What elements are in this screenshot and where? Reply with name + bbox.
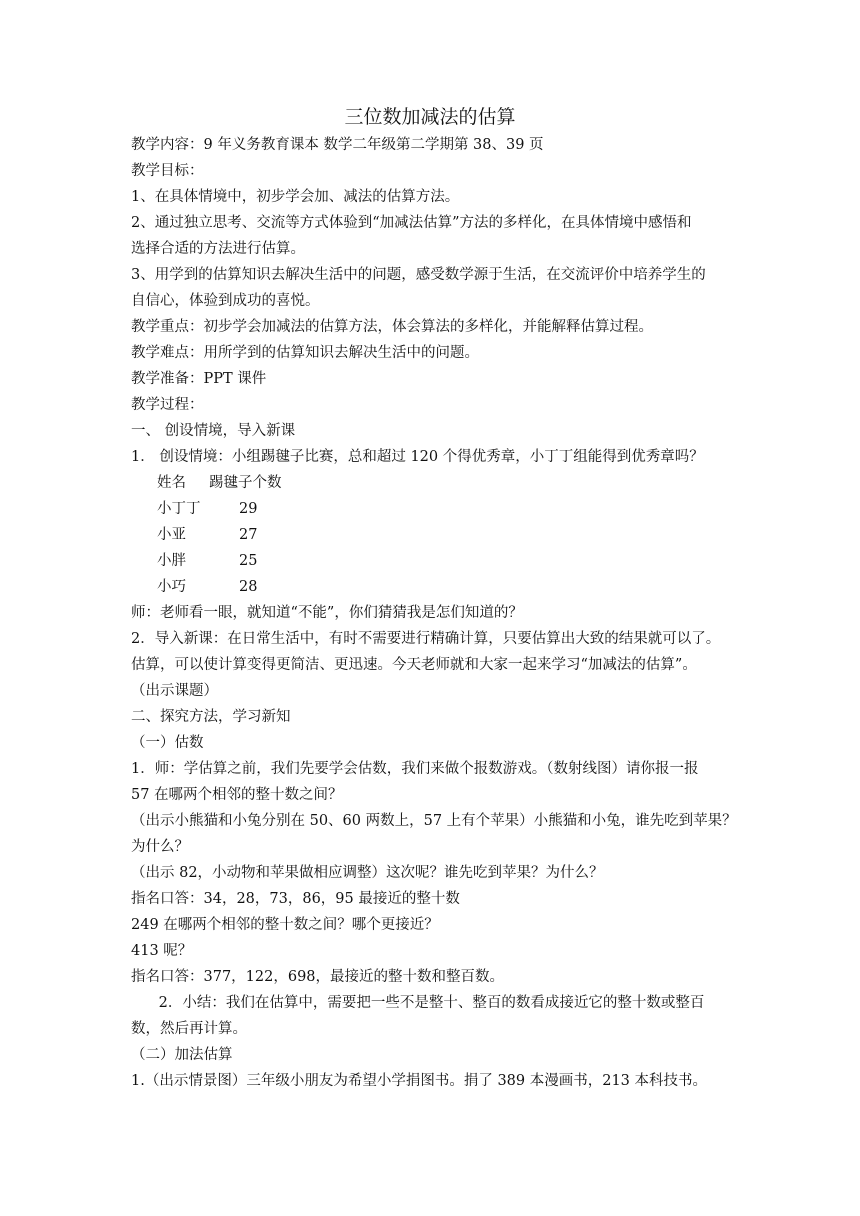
- text-line: 一、 创设情境，导入新课: [131, 423, 296, 439]
- text-line: （出示小熊猫和小兔分别在 50、60 两数上，57 上有个苹果）小熊猫和小兔，谁先吃到苹果？: [131, 813, 737, 829]
- text-line: 413 呢？: [131, 943, 193, 959]
- table-cell-count: 27: [239, 527, 258, 543]
- text-line: 1．师：学估算之前，我们先要学会估数，我们来做个报数游戏。（数射线图）请你报一报: [131, 761, 699, 777]
- table-cell-count: 25: [239, 553, 258, 569]
- table-cell-name: 小丁丁: [157, 501, 201, 517]
- text-line: 指名口答：34，28，73，86，95 最接近的整十数: [131, 891, 460, 907]
- text-line: （出示 82，小动物和苹果做相应调整）这次呢？谁先吃到苹果？为什么？: [131, 865, 604, 881]
- text-line: 教学重点：初步学会加减法的估算方法，体会算法的多样化，并能解释估算过程。: [131, 319, 653, 335]
- table-header: [157, 473, 282, 493]
- text-line: 教学难点：用所学到的估算知识去解决生活中的问题。: [131, 345, 479, 361]
- text-line: 为什么？: [131, 839, 189, 855]
- text-line: 教学过程：: [131, 397, 204, 413]
- table-row: [157, 525, 258, 545]
- text-line: 教学准备：PPT 课件: [131, 371, 267, 387]
- text-line: 2、通过独立思考、交流等方式体验到“加减法估算”方法的多样化，在具体情境中感悟和: [131, 215, 692, 231]
- text-line: 57 在哪两个相邻的整十数之间？: [131, 787, 343, 803]
- table-cell-name: 小巧: [157, 579, 186, 595]
- text-line: 自信心，体验到成功的喜悦。: [131, 293, 320, 309]
- text-line: （一）估数: [131, 735, 204, 751]
- text-line: （出示课题）: [131, 683, 218, 699]
- table-row: [157, 551, 258, 571]
- text-line: 3、用学到的估算知识去解决生活中的问题，感受数学源于生活，在交流评价中培养学生的: [131, 267, 706, 283]
- text-line: 1、在具体情境中，初步学会加、减法的估算方法。: [131, 189, 460, 205]
- text-line: 估算，可以使计算变得更简洁、更迅速。今天老师就和大家一起来学习“加减法的估算”。: [131, 657, 697, 673]
- table-row: [157, 577, 258, 597]
- page-title: 三位数加减法的估算: [344, 106, 516, 128]
- table-row: [157, 499, 258, 519]
- text-line: （二）加法估算: [131, 1047, 233, 1063]
- table-cell-name: 小亚: [157, 527, 186, 543]
- text-line: 师：老师看一眼，就知道“不能”，你们猜猜我是怎们知道的？: [131, 605, 523, 621]
- text-line: 1． 创设情境：小组踢毽子比赛，总和超过 120 个得优秀章，小丁丁组能得到优秀章吗？: [131, 449, 704, 465]
- text-line: 教学目标：: [131, 163, 204, 179]
- text-line: 二、探究方法，学习新知: [131, 709, 291, 725]
- text-line: 2．小结：我们在估算中，需要把一些不是整十、整百的数看成接近它的整十数或整百: [131, 995, 705, 1011]
- text-line: 1.（出示情景图）三年级小朋友为希望小学捐图书。捐了 389 本漫画书，213 本科技书。: [131, 1073, 708, 1089]
- text-line: 数，然后再计算。: [131, 1021, 247, 1037]
- table-header-name: 姓名: [157, 475, 186, 491]
- text-line: 教学内容：9 年义务教育课本 数学二年级第二学期第 38、39 页: [131, 137, 544, 153]
- table-cell-name: 小胖: [157, 553, 186, 569]
- text-line: 选择合适的方法进行估算。: [131, 241, 305, 257]
- table-header-count: 踢毽子个数: [209, 475, 282, 491]
- text-line: 指名口答：377，122，698，最接近的整十数和整百数。: [131, 969, 505, 985]
- table-cell-count: 28: [239, 579, 258, 595]
- table-cell-count: 29: [239, 501, 258, 517]
- text-line: 249 在哪两个相邻的整十数之间？哪个更接近？: [131, 917, 439, 933]
- text-line: 2．导入新课：在日常生活中，有时不需要进行精确计算，只要估算出大致的结果就可以了。: [131, 631, 721, 647]
